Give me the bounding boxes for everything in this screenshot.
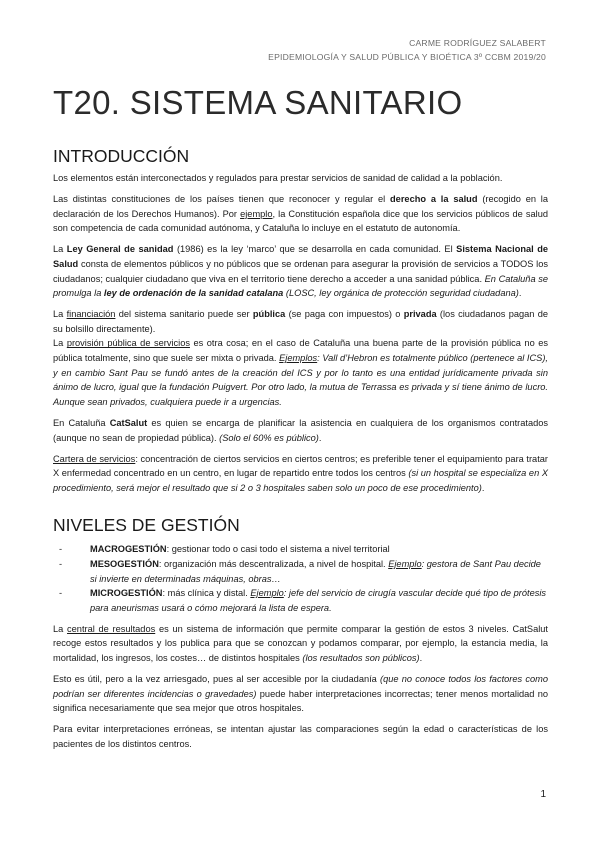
text-run: La	[53, 338, 67, 349]
underlined-italic-term: Ejemplos	[279, 353, 318, 364]
italic-run: En Cataluña se promulga la	[53, 273, 548, 299]
text-run: Las distintas constituciones de los países tienen que reconocer y regular el	[53, 194, 391, 205]
text-run: es otra cosa; en el caso de Cataluña una buena parte de la provisión pública no es pública totalmente, sino que suele ser mixta o privada.	[53, 338, 549, 364]
text-run: .	[518, 288, 522, 299]
text-run: del sistema sanitario puede ser	[115, 309, 253, 320]
bold-term: Ley General de sanidad	[66, 244, 174, 255]
list-item-mesogestion	[53, 557, 548, 586]
bold-term: privada	[403, 309, 437, 320]
page-title: T20. SISTEMA SANITARIO	[53, 84, 463, 121]
italic-run: (LOSC, ley orgánica de protección seguridad ciudadana)	[283, 288, 519, 299]
text-run: La	[53, 623, 68, 634]
text-run: : concentración de ciertos servicios en ciertos centros; es preferible tener el equipamiento para tratar X enfermedad concentrado en un centro, en lugar de repartido entre todos los centros	[53, 453, 548, 479]
italic-run: (los resultados son públicos)	[302, 653, 420, 664]
underlined-italic-term: Ejemplo	[250, 588, 284, 599]
text-run: (1986) es la ley ‘marco’ que se desarrolla en cada comunidad. El	[173, 244, 457, 255]
text-run: es quien se encarga de planificar la asistencia en cualquiera de los organismos contratados (aunque no sean de propiedad pública).	[53, 417, 549, 443]
text-run: En Cataluña	[53, 417, 110, 428]
text-run: .	[419, 653, 423, 664]
italic-run: (Solo el 60% es público)	[219, 432, 319, 443]
list-item-microgestion	[53, 586, 548, 615]
italic-run: (que no conoce todos los factores como podrían ser diferentes incidencias o gravedades)	[53, 674, 548, 699]
list-dash: -	[59, 558, 63, 569]
list-item-macrogestion	[53, 542, 548, 557]
list-dash: -	[59, 544, 63, 555]
bold-term: MACROGESTIÓN	[90, 544, 167, 555]
text-run: (los ciudadanos pagan de su bolsillo directamente).	[53, 309, 548, 334]
bold-term: MESOGESTIÓN	[90, 558, 159, 569]
intro-paragraph-7	[53, 452, 548, 496]
text-run: : más clínica y distal.	[162, 588, 251, 599]
text-run: La	[53, 309, 67, 320]
header-author: CARME RODRÍGUEZ SALABERT	[409, 38, 546, 48]
bold-term: CatSalut	[109, 417, 148, 428]
niveles-paragraph-3: Para evitar interpretaciones erróneas, se intentan ajustar las comparaciones según la edad o características de los pacientes de los distintos centros.	[53, 724, 548, 749]
intro-paragraph-1: Los elementos están interconectados y regulados para prestar servicios de sanidad de calidad a la población.	[53, 173, 503, 183]
page-number: 1	[540, 789, 546, 800]
bold-term: Sistema Nacional de Salud	[53, 244, 549, 269]
text-run: , la Constitución española dice que los servicios públicos de salud son competencia de cada comunidad autónoma, y Cataluña lo incluye en el estatuto de autonomía.	[53, 208, 549, 234]
underlined-italic-term: Ejemplo	[388, 558, 422, 569]
section-heading-introduccion: INTRODUCCIÓN	[53, 146, 190, 166]
text-run: .	[481, 482, 485, 493]
text-run: (se paga con impuestos) o	[285, 309, 404, 320]
underlined-term: ejemplo	[240, 208, 273, 219]
text-run: La	[53, 244, 67, 255]
bold-term: pública	[252, 309, 286, 320]
underlined-term: financiación	[66, 309, 116, 320]
underlined-term: central de resultados	[67, 623, 156, 634]
header-course: EPIDEMIOLOGÍA Y SALUD PÚBLICA Y BIOÉTICA 3º CCBM 2019/20	[268, 51, 546, 62]
text-run: puede haber interpretaciones incorrectas; tener menos mortalidad no significa necesariamente que sea mejor que otros hospitales.	[53, 688, 548, 714]
list-dash: -	[59, 588, 63, 599]
document-body	[53, 146, 548, 758]
niveles-paragraph-2	[53, 672, 548, 716]
niveles-list	[53, 542, 548, 615]
intro-paragraph-6	[53, 416, 548, 445]
intro-paragraph-5	[53, 336, 548, 409]
text-run: (recogido en la declaración de los Derechos Humanos). Por	[53, 194, 549, 219]
italic-run: (si un hospital se especializa en X procedimiento, será mejor el resultado que si 2 o 3 hospitales saben solo un poco de ese procedimiento)	[53, 468, 549, 493]
underlined-term: provisión pública de servicios	[66, 338, 190, 349]
text-run: .	[318, 432, 322, 443]
italic-run: : Vall d’Hebron es totalmente público (pertenece al ICS), y en cambio Sant Pau se fundó antes de la creación del ICS y por lo tanto es una entidad jurídicamente privada sin ánimo de lucro, igual que la fundación Puigvert. Por otro lado, la mutua de Terrassa es privada y sí tiene ánimo de lucro. Aunque sean privados, cualquiera puede ir a urgencias.	[53, 353, 549, 407]
underlined-term: Cartera de servicios	[53, 453, 136, 464]
page-header	[268, 37, 546, 64]
italic-run: : jefe del servicio de cirugía vascular decide qué tipo de prótesis para aneurismas usará o cómo mejorará la lista de espera.	[90, 588, 547, 613]
intro-paragraph-4	[53, 307, 548, 336]
italic-run: : gestora de Sant Pau decide si invierte en determinadas máquinas, obras…	[90, 558, 541, 584]
intro-paragraph-2	[53, 192, 548, 236]
section-heading-niveles: NIVELES DE GESTIÓN	[53, 515, 240, 536]
bold-term: MICROGESTIÓN	[90, 588, 163, 599]
bold-italic-term: ley de ordenación de la sanidad catalana	[103, 288, 284, 299]
text-run: : organización más descentralizada, a nivel de hospital.	[158, 558, 389, 569]
intro-paragraph-3	[53, 242, 548, 300]
text-run: consta de elementos públicos y no públicos que se ordenan para asegurar la provisión de servicios a TODOS los ciudadanos; cualquier ciudadano que viva en el territorio tiene derecho a acceder a una sanidad pública.	[53, 258, 548, 284]
text-run: es un sistema de información que permite comparar la gestión de estos 3 niveles. CatSalut recoge estos resultados y los publica para que se conozcan y podamos comparar, por ejemplo, la estancia media, la mortalidad, los ingresos, los costes… de distintos hospitales	[53, 623, 549, 664]
niveles-paragraph-1	[53, 622, 548, 666]
text-run: : gestionar todo o casi todo el sistema a nivel territorial	[166, 544, 390, 555]
bold-term: derecho a la salud	[390, 194, 478, 205]
text-run: Esto es útil, pero a la vez arriesgado, pues al ser accesible por la ciudadanía	[53, 674, 381, 685]
